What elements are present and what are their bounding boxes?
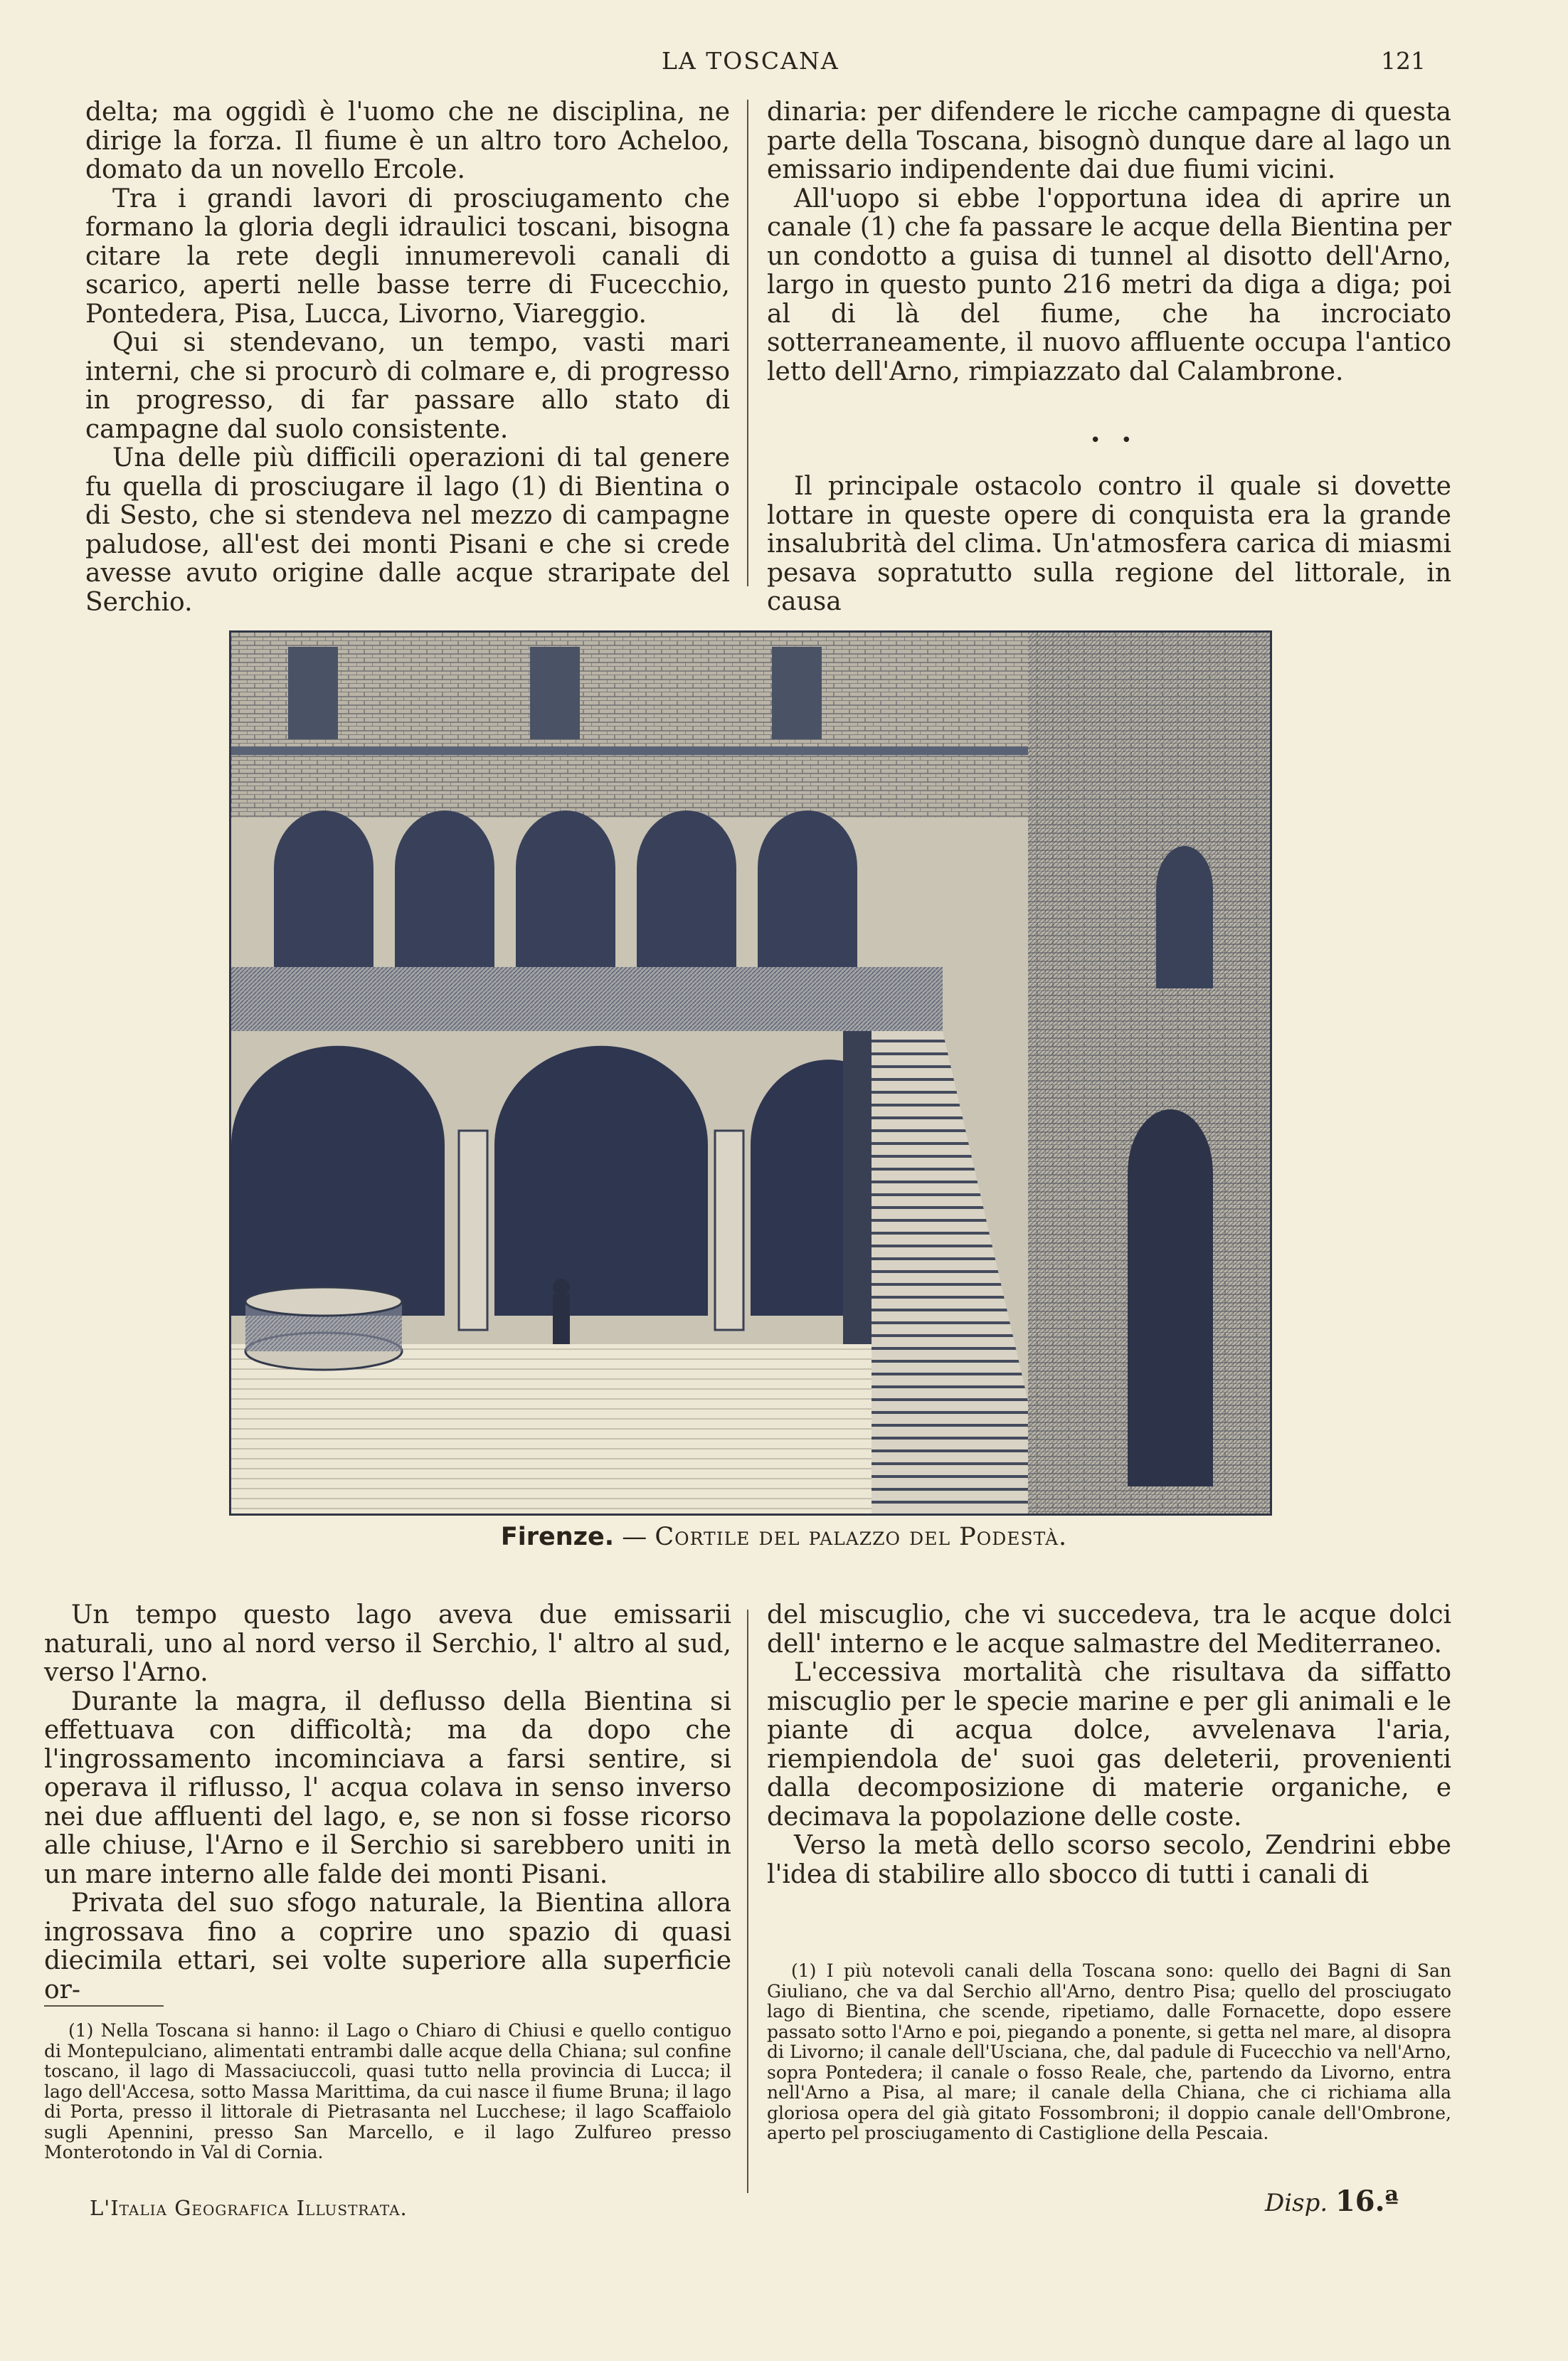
caption-text: Cortile del palazzo del Podestà. bbox=[655, 1523, 1068, 1551]
column-top-right bbox=[767, 98, 1451, 386]
column-bottom-right bbox=[767, 1601, 1451, 1889]
engraving-courtyard bbox=[229, 630, 1272, 1516]
dispensa-number: 16.ª bbox=[1335, 2185, 1399, 2218]
caption-city: Firenze. bbox=[500, 1523, 615, 1551]
column-rule bbox=[747, 100, 748, 586]
column-top-left bbox=[85, 98, 730, 617]
paragraph: dinaria: per difendere le ricche campagne di questa parte della Toscana, bisognò dunque dare al lago un emissario indipendente dai due fiumi vicini. bbox=[767, 97, 1451, 184]
footnote-right bbox=[767, 1961, 1451, 2144]
engraving-illustration bbox=[231, 633, 1270, 1514]
paragraph: Qui si stendevano, un tempo, vasti mari interni, che si procurò di colmare e, di progresso in progresso, di far passare allo stato di campagne dal suolo consistente. bbox=[85, 328, 730, 444]
paragraph: Il principale ostacolo contro il quale si dovette lottare in queste opere di conquista era la grande insalubrità del clima. Un'atmosfera carica di miasmi pesava sopratutto sulla regione del littorale, in causa bbox=[767, 472, 1451, 616]
footer-dispensa bbox=[1265, 2185, 1399, 2218]
paragraph: Privata del suo sfogo naturale, la Bientina allora ingrossava fino a coprire uno spazio di quasi diecimila ettari, sei volte superiore alla superficie or- bbox=[44, 1889, 731, 2005]
paragraph: Verso la metà dello scorso secolo, Zendrini ebbe l'idea di stabilire allo sbocco di tutti i canali di bbox=[767, 1831, 1451, 1889]
footnote-left bbox=[44, 2021, 731, 2163]
paragraph: L'eccessiva mortalità che risultava da siffatto miscuglio per le specie marine e per gli animali e le piante di acqua dolce, avvelenava l'aria, riempiendola de' suoi gas deleterii, provenienti dalla decomposizione di materie organiche, e decimava la popolazione delle coste. bbox=[767, 1658, 1451, 1832]
running-header bbox=[0, 47, 1568, 81]
paragraph: del miscuglio, che vi succedeva, tra le acque dolci dell' interno e le acque salmastre del Mediterraneo. bbox=[767, 1600, 1451, 1659]
paragraph: Tra i grandi lavori di prosciugamento che formano la gloria degli idraulici toscani, bisogna citare la rete degli innumerevoli canali di scarico, aperti nelle basse terre di Fucecchio, Pontedera, Pisa, Lucca, Livorno, Viareggio. bbox=[85, 184, 730, 329]
page-number: 121 bbox=[1381, 47, 1426, 75]
footnote: (1) Nella Toscana si hanno: il Lago o Chiaro di Chiusi e quello contiguo di Montepulciano, alimentati entrambi dalle acque della Chiana; sul confine toscano, il lago di Massaciuccoli, quasi tutto nella provincia di Lucca; il lago dell'Accesa, sotto Massa Marittima, da cui nasce il fiume Bruna; il lago di Porta, presso il littorale di Pietrasanta nel Lucchese; il lago Scaffaiolo sugli Apennini, presso San Marcello, e il lago Zulfureo presso Monterotondo in Val di Cornia. bbox=[44, 2020, 731, 2162]
dispensa-label: Disp. bbox=[1265, 2189, 1328, 2217]
footer-publication: L'Italia Geografica Illustrata. bbox=[90, 2196, 408, 2220]
paragraph: All'uopo si ebbe l'opportuna idea di aprire un canale (1) che fa passare le acque della Bientina per un condotto a guisa di tunnel al disotto dell'Arno, largo in questo punto 216 metri da diga a diga; poi al di là del fiume, che ha incrociato sotterraneamente, il nuovo affluente occupa l'antico letto dell'Arno, rimpiazzato dal Calambrone. bbox=[767, 184, 1451, 386]
column-top-right-continued bbox=[767, 472, 1451, 617]
paragraph: Una delle più difficili operazioni di tal genere fu quella di prosciugare il lago (1) di Bientina o di Sesto, che si stendeva nel mezzo di campagne paludose, all'est dei monti Pisani e che si crede avesse avuto origine dalle acque straripate del Serchio. bbox=[85, 443, 730, 617]
paragraph: Durante la magra, il deflusso della Bientina si effettuava con difficoltà; ma da dopo che l'ingrossamento incominciava a farsi sentire, si operava il riflusso, l' acqua colava in senso inverso nei due affluenti del lago, e, se non si fosse ricorso alle chiuse, l'Arno e il Serchio si sarebbero uniti in un mare interno alle falde dei monti Pisani. bbox=[44, 1686, 731, 1889]
section-separator: • • bbox=[1090, 430, 1139, 451]
footnote-rule bbox=[44, 2005, 164, 2007]
column-bottom-left bbox=[44, 1601, 731, 2005]
running-title: LA TOSCANA bbox=[662, 47, 839, 75]
footnote: (1) I più notevoli canali della Toscana sono: quello dei Bagni di San Giuliano, che va dal Serchio all'Arno, dentro Pisa; quello del prosciugato lago di Bientina, che scende, ripetiamo, dalle Fornacette, dopo essere passato sotto l'Arno e poi, piegando a ponente, si getta nel mare, al disopra di Livorno; il canale dell'Usciana, che, dal padule di Fucecchio va nell'Arno, sopra Pontedera; il canale o fosso Reale, che, partendo da Livorno, entra nell'Arno a Pisa, al mare; il canale della Chiana, che ci richiama alla gloriosa opera del già gitato Fossombroni; il doppio canale dell'Ombrone, aperto pel prosciugamento di Castiglione della Pescaia. bbox=[767, 1960, 1451, 2143]
caption-dash: — bbox=[622, 1523, 647, 1551]
paragraph: delta; ma oggidì è l'uomo che ne disciplina, ne dirige la forza. Il fiume è un altro toro Acheloo, domato da un novello Ercole. bbox=[85, 97, 730, 184]
figure-caption bbox=[0, 1523, 1568, 1551]
column-rule bbox=[747, 1610, 748, 2193]
paragraph: Un tempo questo lago aveva due emissarii naturali, uno al nord verso il Serchio, l' altro al sud, verso l'Arno. bbox=[44, 1600, 731, 1687]
